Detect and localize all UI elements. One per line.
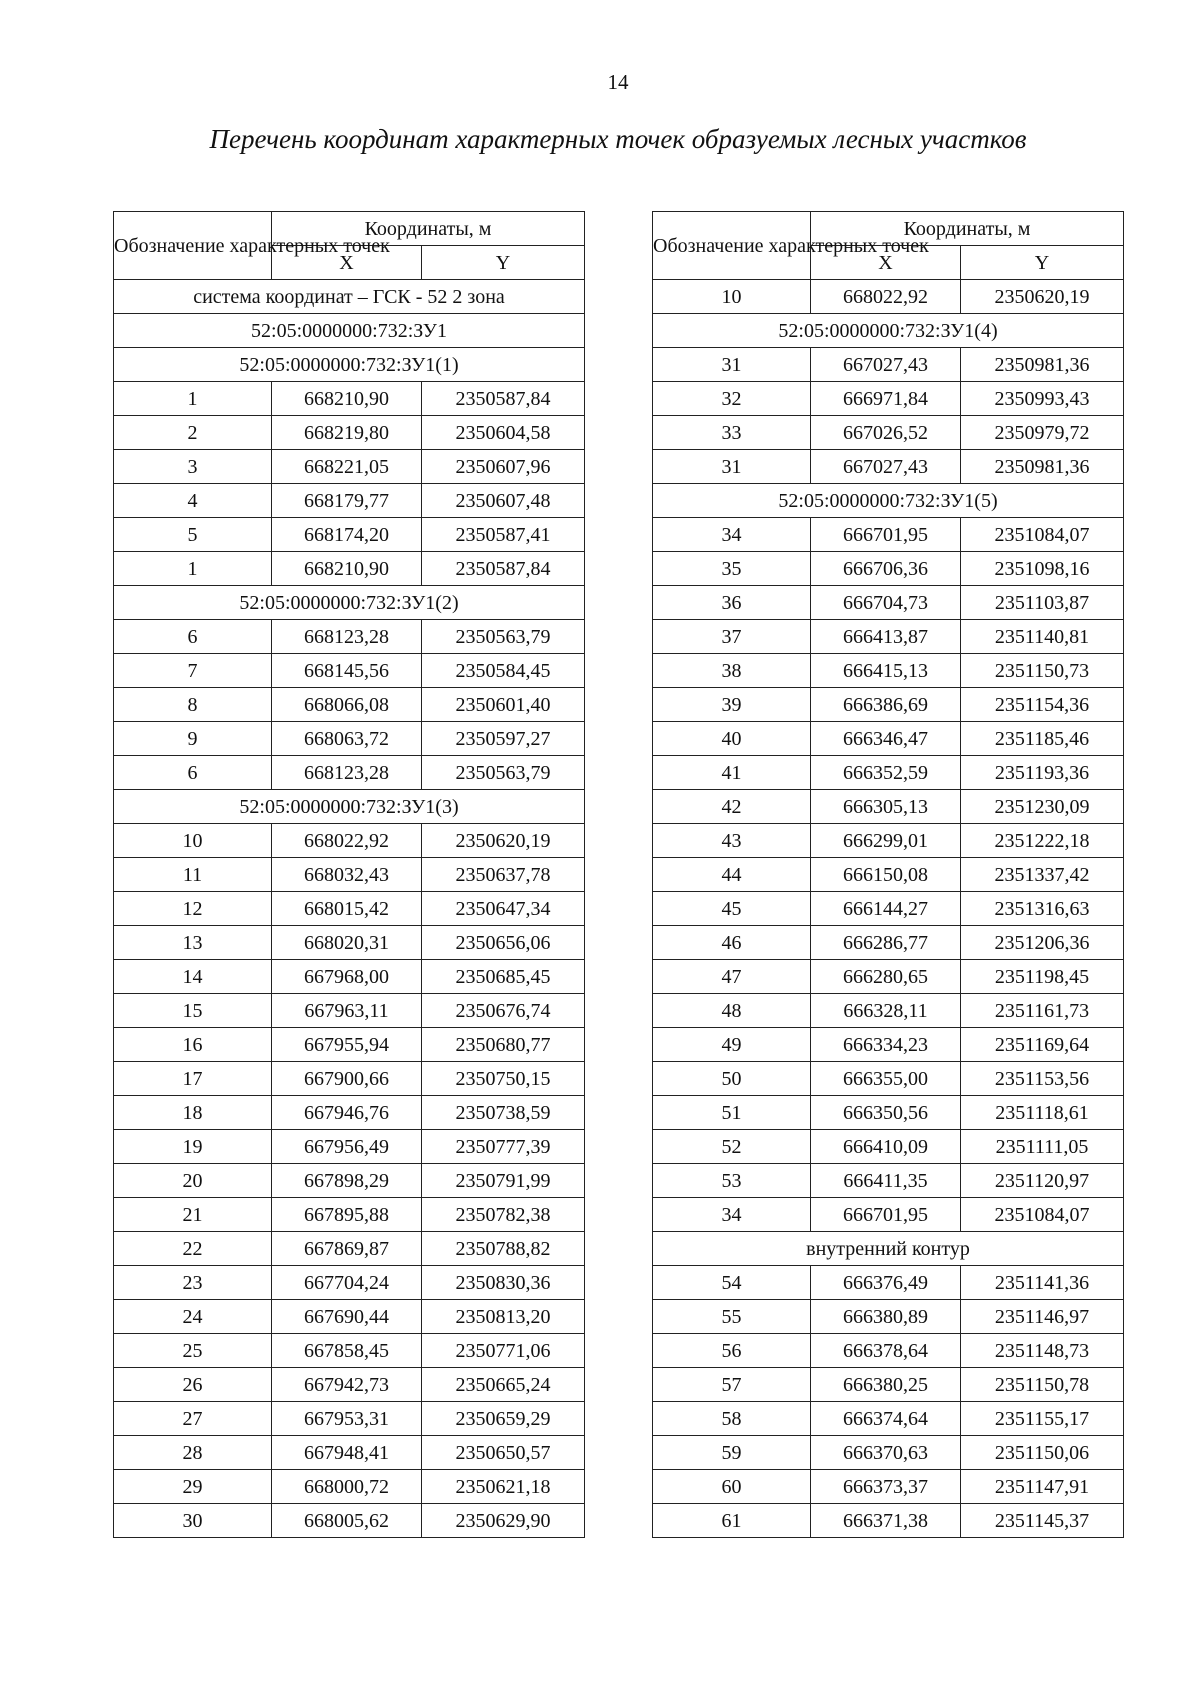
point-number-cell: 23 [114,1266,272,1300]
document-title: Перечень координат характерных точек образуемых лесных участков [209,124,1027,154]
section-row [114,348,585,382]
point-number-cell: 15 [114,994,272,1028]
point-number-cell: 14 [114,960,272,994]
y-coordinate-cell: 2350587,84 [422,382,585,416]
y-coordinate-cell: 2350620,19 [422,824,585,858]
table-row [114,416,585,450]
x-coordinate-cell: 666280,65 [811,960,961,994]
y-coordinate-cell: 2351103,87 [961,586,1124,620]
table-row [653,1402,1124,1436]
point-number-cell: 53 [653,1164,811,1198]
point-number-cell: 38 [653,654,811,688]
point-number-cell: 11 [114,858,272,892]
y-coordinate-cell: 2350621,18 [422,1470,585,1504]
x-coordinate-cell: 668221,05 [272,450,422,484]
y-coordinate-cell: 2351120,97 [961,1164,1124,1198]
y-coordinate-cell: 2351150,06 [961,1436,1124,1470]
x-coordinate-cell: 667895,88 [272,1198,422,1232]
x-coordinate-cell: 667900,66 [272,1062,422,1096]
x-coordinate-cell: 666328,11 [811,994,961,1028]
point-number-cell: 10 [114,824,272,858]
point-number-cell: 19 [114,1130,272,1164]
point-number-cell: 47 [653,960,811,994]
y-coordinate-cell: 2350604,58 [422,416,585,450]
y-coordinate-cell: 2351230,09 [961,790,1124,824]
y-coordinate-cell: 2351084,07 [961,1198,1124,1232]
x-coordinate-cell: 666346,47 [811,722,961,756]
table-row [114,756,585,790]
x-coordinate-cell: 666415,13 [811,654,961,688]
point-number-cell: 6 [114,756,272,790]
y-coordinate-cell: 2350584,45 [422,654,585,688]
y-coordinate-cell: 2351098,16 [961,552,1124,586]
table-row [114,1198,585,1232]
x-coordinate-cell: 666706,36 [811,552,961,586]
table-row [653,1164,1124,1198]
table-row [653,518,1124,552]
header-x: X [272,246,422,280]
y-coordinate-cell: 2350782,38 [422,1198,585,1232]
table-row [653,892,1124,926]
x-coordinate-cell: 667704,24 [272,1266,422,1300]
x-coordinate-cell: 666413,87 [811,620,961,654]
y-coordinate-cell: 2351141,36 [961,1266,1124,1300]
y-coordinate-cell: 2350650,57 [422,1436,585,1470]
y-coordinate-cell: 2350607,96 [422,450,585,484]
y-coordinate-cell: 2350620,19 [961,280,1124,314]
x-coordinate-cell: 666355,00 [811,1062,961,1096]
point-number-cell: 1 [114,382,272,416]
table-row [114,1130,585,1164]
header-y: Y [961,246,1124,280]
table-row [653,416,1124,450]
table-body-right [653,280,1124,1538]
x-coordinate-cell: 666286,77 [811,926,961,960]
table-row [653,552,1124,586]
x-coordinate-cell: 666378,64 [811,1334,961,1368]
y-coordinate-cell: 2351198,45 [961,960,1124,994]
y-coordinate-cell: 2351161,73 [961,994,1124,1028]
y-coordinate-cell: 2350738,59 [422,1096,585,1130]
y-coordinate-cell: 2350665,24 [422,1368,585,1402]
y-coordinate-cell: 2350981,36 [961,348,1124,382]
x-coordinate-cell: 666380,89 [811,1300,961,1334]
table-row [653,620,1124,654]
x-coordinate-cell: 666971,84 [811,382,961,416]
point-number-cell: 50 [653,1062,811,1096]
section-row [653,484,1124,518]
y-coordinate-cell: 2350788,82 [422,1232,585,1266]
x-coordinate-cell: 667948,41 [272,1436,422,1470]
table-row [653,1300,1124,1334]
point-number-cell: 42 [653,790,811,824]
point-number-cell: 13 [114,926,272,960]
x-coordinate-cell: 666373,37 [811,1470,961,1504]
point-number-cell: 60 [653,1470,811,1504]
table-row [114,1436,585,1470]
table-row [114,450,585,484]
y-coordinate-cell: 2351316,63 [961,892,1124,926]
table-row [114,1504,585,1538]
x-coordinate-cell: 666144,27 [811,892,961,926]
x-coordinate-cell: 667955,94 [272,1028,422,1062]
table-row [653,1198,1124,1232]
x-coordinate-cell: 666299,01 [811,824,961,858]
table-row [114,1266,585,1300]
section-row [653,314,1124,348]
table-row [114,1402,585,1436]
y-coordinate-cell: 2350601,40 [422,688,585,722]
table-row [653,450,1124,484]
y-coordinate-cell: 2350656,06 [422,926,585,960]
point-number-cell: 16 [114,1028,272,1062]
x-coordinate-cell: 667869,87 [272,1232,422,1266]
x-coordinate-cell: 666371,38 [811,1504,961,1538]
point-number-cell: 4 [114,484,272,518]
table-row [114,926,585,960]
point-number-cell: 3 [114,450,272,484]
section-label: 52:05:0000000:732:ЗУ1(4) [653,314,1124,348]
table-row [653,280,1124,314]
table-row [653,1436,1124,1470]
point-number-cell: 49 [653,1028,811,1062]
y-coordinate-cell: 2351154,36 [961,688,1124,722]
x-coordinate-cell: 666376,49 [811,1266,961,1300]
table-row [114,518,585,552]
table-row [653,926,1124,960]
point-number-cell: 48 [653,994,811,1028]
table-body-left [114,280,585,1538]
x-coordinate-cell: 668063,72 [272,722,422,756]
x-coordinate-cell: 668179,77 [272,484,422,518]
point-number-cell: 46 [653,926,811,960]
table-row [114,824,585,858]
y-coordinate-cell: 2351337,42 [961,858,1124,892]
table-row [114,552,585,586]
y-coordinate-cell: 2350750,15 [422,1062,585,1096]
point-number-cell: 55 [653,1300,811,1334]
x-coordinate-cell: 666410,09 [811,1130,961,1164]
x-coordinate-cell: 666352,59 [811,756,961,790]
table-row [653,756,1124,790]
x-coordinate-cell: 666704,73 [811,586,961,620]
point-number-cell: 32 [653,382,811,416]
point-number-cell: 31 [653,450,811,484]
point-number-cell: 7 [114,654,272,688]
x-coordinate-cell: 666370,63 [811,1436,961,1470]
x-coordinate-cell: 668123,28 [272,756,422,790]
section-row [114,790,585,824]
table-row [653,1504,1124,1538]
table-row [114,1334,585,1368]
y-coordinate-cell: 2351147,91 [961,1470,1124,1504]
header-y: Y [422,246,585,280]
table-row [653,1062,1124,1096]
header-x: X [811,246,961,280]
y-coordinate-cell: 2351155,17 [961,1402,1124,1436]
table-row [114,1062,585,1096]
x-coordinate-cell: 668000,72 [272,1470,422,1504]
x-coordinate-cell: 668219,80 [272,416,422,450]
table-row [114,688,585,722]
point-number-cell: 36 [653,586,811,620]
point-number-cell: 45 [653,892,811,926]
x-coordinate-cell: 667946,76 [272,1096,422,1130]
y-coordinate-cell: 2350685,45 [422,960,585,994]
header-designation: Обозначение характерных точек [114,212,272,280]
y-coordinate-cell: 2350629,90 [422,1504,585,1538]
table-row [114,1300,585,1334]
section-label: 52:05:0000000:732:ЗУ1(2) [114,586,585,620]
point-number-cell: 25 [114,1334,272,1368]
x-coordinate-cell: 668210,90 [272,382,422,416]
table-row [653,688,1124,722]
table-row [114,654,585,688]
x-coordinate-cell: 668022,92 [811,280,961,314]
table-row [653,858,1124,892]
table-row [114,1164,585,1198]
point-number-cell: 27 [114,1402,272,1436]
point-number-cell: 6 [114,620,272,654]
y-coordinate-cell: 2350587,84 [422,552,585,586]
y-coordinate-cell: 2350676,74 [422,994,585,1028]
x-coordinate-cell: 666701,95 [811,518,961,552]
x-coordinate-cell: 668005,62 [272,1504,422,1538]
header-designation: Обозначение характерных точек [653,212,811,280]
table-row [653,994,1124,1028]
y-coordinate-cell: 2350659,29 [422,1402,585,1436]
point-number-cell: 10 [653,280,811,314]
point-number-cell: 51 [653,1096,811,1130]
x-coordinate-cell: 668210,90 [272,552,422,586]
table-row [114,1368,585,1402]
section-label: 52:05:0000000:732:ЗУ1(5) [653,484,1124,518]
y-coordinate-cell: 2350813,20 [422,1300,585,1334]
section-label: 52:05:0000000:732:ЗУ1(3) [114,790,585,824]
x-coordinate-cell: 666386,69 [811,688,961,722]
x-coordinate-cell: 668145,56 [272,654,422,688]
x-coordinate-cell: 666150,08 [811,858,961,892]
table-row [653,790,1124,824]
x-coordinate-cell: 668123,28 [272,620,422,654]
x-coordinate-cell: 668015,42 [272,892,422,926]
table-row [653,1096,1124,1130]
x-coordinate-cell: 666334,23 [811,1028,961,1062]
y-coordinate-cell: 2350771,06 [422,1334,585,1368]
y-coordinate-cell: 2351084,07 [961,518,1124,552]
table-row [114,1028,585,1062]
table-row [114,892,585,926]
x-coordinate-cell: 668032,43 [272,858,422,892]
table-row [653,1334,1124,1368]
point-number-cell: 2 [114,416,272,450]
point-number-cell: 30 [114,1504,272,1538]
table-row [114,484,585,518]
y-coordinate-cell: 2350791,99 [422,1164,585,1198]
y-coordinate-cell: 2351193,36 [961,756,1124,790]
point-number-cell: 52 [653,1130,811,1164]
y-coordinate-cell: 2350607,48 [422,484,585,518]
point-number-cell: 54 [653,1266,811,1300]
x-coordinate-cell: 668066,08 [272,688,422,722]
y-coordinate-cell: 2350979,72 [961,416,1124,450]
x-coordinate-cell: 667027,43 [811,450,961,484]
header-coordinates: Координаты, м [811,212,1124,246]
y-coordinate-cell: 2351118,61 [961,1096,1124,1130]
point-number-cell: 28 [114,1436,272,1470]
point-number-cell: 59 [653,1436,811,1470]
point-number-cell: 40 [653,722,811,756]
x-coordinate-cell: 667942,73 [272,1368,422,1402]
x-coordinate-cell: 666701,95 [811,1198,961,1232]
section-label: система координат – ГСК - 52 2 зона [114,280,585,314]
point-number-cell: 12 [114,892,272,926]
table-row [653,1368,1124,1402]
section-row [114,314,585,348]
section-row [114,280,585,314]
y-coordinate-cell: 2351145,37 [961,1504,1124,1538]
point-number-cell: 31 [653,348,811,382]
table-row [114,960,585,994]
y-coordinate-cell: 2351146,97 [961,1300,1124,1334]
point-number-cell: 20 [114,1164,272,1198]
x-coordinate-cell: 667956,49 [272,1130,422,1164]
x-coordinate-cell: 667968,00 [272,960,422,994]
point-number-cell: 34 [653,1198,811,1232]
table-row [653,1130,1124,1164]
table-row [114,858,585,892]
section-label: 52:05:0000000:732:ЗУ1 [114,314,585,348]
point-number-cell: 35 [653,552,811,586]
point-number-cell: 8 [114,688,272,722]
x-coordinate-cell: 666411,35 [811,1164,961,1198]
point-number-cell: 39 [653,688,811,722]
y-coordinate-cell: 2350587,41 [422,518,585,552]
y-coordinate-cell: 2351148,73 [961,1334,1124,1368]
point-number-cell: 44 [653,858,811,892]
x-coordinate-cell: 667027,43 [811,348,961,382]
point-number-cell: 1 [114,552,272,586]
table-row [653,654,1124,688]
table-row [653,824,1124,858]
y-coordinate-cell: 2350637,78 [422,858,585,892]
table-row [114,994,585,1028]
x-coordinate-cell: 668174,20 [272,518,422,552]
y-coordinate-cell: 2350563,79 [422,620,585,654]
x-coordinate-cell: 668020,31 [272,926,422,960]
x-coordinate-cell: 666374,64 [811,1402,961,1436]
table-row [653,348,1124,382]
point-number-cell: 33 [653,416,811,450]
table-row [114,382,585,416]
point-number-cell: 18 [114,1096,272,1130]
x-coordinate-cell: 667858,45 [272,1334,422,1368]
table-row [653,1470,1124,1504]
table-row [114,722,585,756]
x-coordinate-cell: 667690,44 [272,1300,422,1334]
x-coordinate-cell: 667026,52 [811,416,961,450]
point-number-cell: 34 [653,518,811,552]
y-coordinate-cell: 2350647,34 [422,892,585,926]
table-row [114,620,585,654]
section-label: внутренний контур [653,1232,1124,1266]
table-row [653,1266,1124,1300]
coordinates-table-right [652,211,1124,1538]
point-number-cell: 9 [114,722,272,756]
x-coordinate-cell: 666350,56 [811,1096,961,1130]
y-coordinate-cell: 2350680,77 [422,1028,585,1062]
point-number-cell: 24 [114,1300,272,1334]
point-number-cell: 56 [653,1334,811,1368]
y-coordinate-cell: 2350981,36 [961,450,1124,484]
table-row [653,382,1124,416]
y-coordinate-cell: 2351206,36 [961,926,1124,960]
x-coordinate-cell: 666380,25 [811,1368,961,1402]
y-coordinate-cell: 2350597,27 [422,722,585,756]
y-coordinate-cell: 2351140,81 [961,620,1124,654]
point-number-cell: 57 [653,1368,811,1402]
y-coordinate-cell: 2350993,43 [961,382,1124,416]
y-coordinate-cell: 2351185,46 [961,722,1124,756]
point-number-cell: 21 [114,1198,272,1232]
x-coordinate-cell: 668022,92 [272,824,422,858]
y-coordinate-cell: 2351169,64 [961,1028,1124,1062]
point-number-cell: 41 [653,756,811,790]
x-coordinate-cell: 667898,29 [272,1164,422,1198]
coordinates-table-left [113,211,585,1538]
y-coordinate-cell: 2351111,05 [961,1130,1124,1164]
section-label: 52:05:0000000:732:ЗУ1(1) [114,348,585,382]
point-number-cell: 29 [114,1470,272,1504]
x-coordinate-cell: 666305,13 [811,790,961,824]
point-number-cell: 61 [653,1504,811,1538]
x-coordinate-cell: 667953,31 [272,1402,422,1436]
x-coordinate-cell: 667963,11 [272,994,422,1028]
table-row [114,1232,585,1266]
header-coordinates: Координаты, м [272,212,585,246]
y-coordinate-cell: 2351150,78 [961,1368,1124,1402]
point-number-cell: 17 [114,1062,272,1096]
y-coordinate-cell: 2351150,73 [961,654,1124,688]
table-row [653,960,1124,994]
point-number-cell: 43 [653,824,811,858]
point-number-cell: 26 [114,1368,272,1402]
point-number-cell: 37 [653,620,811,654]
section-row [114,586,585,620]
y-coordinate-cell: 2351222,18 [961,824,1124,858]
y-coordinate-cell: 2351153,56 [961,1062,1124,1096]
y-coordinate-cell: 2350830,36 [422,1266,585,1300]
section-row [653,1232,1124,1266]
table-row [653,722,1124,756]
table-row [653,586,1124,620]
y-coordinate-cell: 2350563,79 [422,756,585,790]
y-coordinate-cell: 2350777,39 [422,1130,585,1164]
table-row [653,1028,1124,1062]
table-row [114,1096,585,1130]
table-row [114,1470,585,1504]
point-number-cell: 22 [114,1232,272,1266]
point-number-cell: 58 [653,1402,811,1436]
point-number-cell: 5 [114,518,272,552]
page-number: 14 [607,70,629,94]
